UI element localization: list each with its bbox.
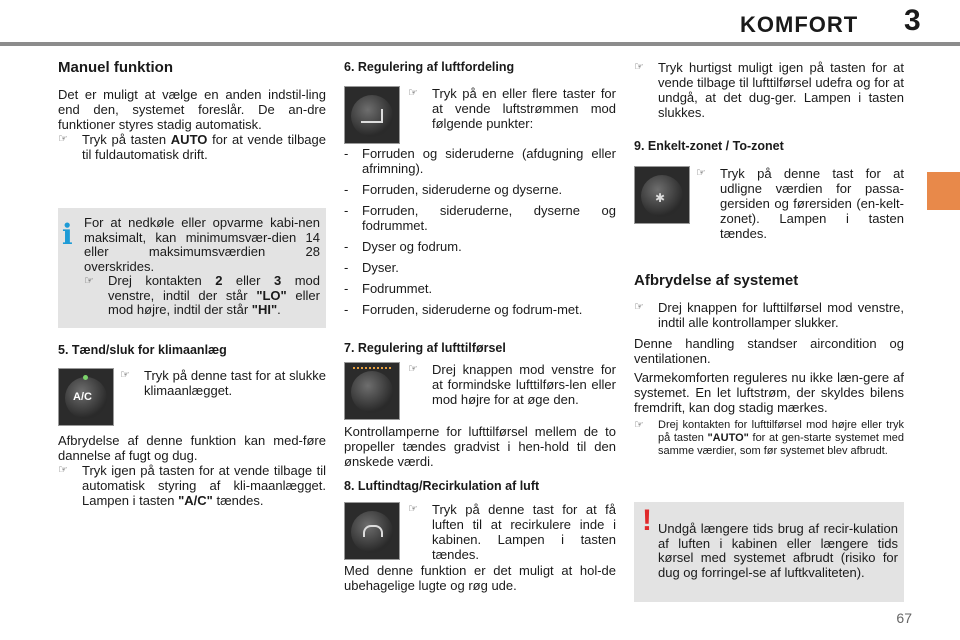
info-icon: i [62,218,73,251]
list-item: - Dyser og fodrum. [344,239,462,254]
flow-lamps-icon [353,367,391,375]
section-title-manual: Manuel funktion [58,59,173,76]
warning-box [634,502,904,602]
recirculation-bullet: ☞ Tryk hurtigst muligt igen på tasten for at vende tilbage til lufttilførsel udefra og for at undgå, at det dug-ger. Lampen i tasten slukkes. [634,60,904,120]
section-9 [634,139,904,154]
ac-lamp-icon [83,375,88,380]
manual-intro: Det er muligt at vælge en anden indstil-ling end den, systemet foreslår. De an-dre funktioner styres stadig automatisk. [58,87,326,132]
section-5-title: 5. Tænd/sluk for klimaanlæg [58,343,227,357]
page-number: 67 [896,610,912,626]
system-off-bullet: ☞ Drej knappen for lufttilførsel mod venstre, indtil alle kontrollamper slukker. [634,300,904,330]
list-item: - Fodrummet. [344,281,433,296]
section-8-bullet-wrap [408,502,616,562]
column-2 [344,60,616,75]
section-9-bullet: ☞ Tryk på denne tast for at udligne værdien for passa-gersiden og førersiden (en-kelt-zonet). Lampen i tasten tændes. [696,166,904,241]
system-off-title: Afbrydelse af systemet [634,272,799,289]
section-7 [344,341,616,356]
section-5-bullet: ☞ Tryk på denne tast for at slukke klimaanlægget. [120,368,326,398]
section-7-bullet-wrap [408,362,616,407]
pointer-icon: ☞ [634,61,644,73]
section-9-bullet-wrap [696,166,904,241]
recirculation-button-image [344,502,400,560]
system-off-text-2: Varmekomforten reguleres nu ikke læn-gere af systemet. En let luftstrøm, der skyldes bilens fremdrift, kan dog stadig mærkes. [634,370,904,415]
manual-bullet: ☞ Tryk på tasten AUTO for at vende tilbage til fuldautomatisk drift. [58,132,326,162]
ac-label: A/C [73,391,92,403]
section-8-title: 8. Luftindtag/Recirkulation af luft [344,479,540,493]
ac-button-image [58,368,114,426]
list-item: - Forruden, sideruderne og fodrum-met. [344,302,583,317]
section-8-body [344,563,616,593]
pointer-icon: ☞ [634,419,644,431]
pointer-icon: ☞ [84,275,94,287]
column-1 [58,60,326,162]
chapter-side-tab [927,172,960,210]
section-5-text: Afbrydelse af denne funktion kan med-føre dannelse af fugt og dug. [58,433,326,463]
page-header [0,0,960,50]
chapter-title: KOMFORT [740,12,859,37]
pointer-icon: ☞ [58,133,68,145]
recirculation-icon [363,525,383,537]
pointer-icon: ☞ [634,301,644,313]
air-distribution-button-image [344,86,400,144]
section-7-text: Kontrollamperne for lufttilførsel mellem de to propeller tændes gradvist i hen-hold til den ønskede værdi. [344,424,616,469]
section-7-body [344,424,616,469]
info-text: For at nedkøle eller opvarme kabi-nen maksimalt, kan minimumsvær-dien 14 eller maksimumsværdien 28 overskrides. [84,215,320,274]
pointer-icon: ☞ [696,167,706,179]
pointer-icon: ☞ [120,369,130,381]
section-5 [58,343,326,358]
list-item: - Forruden og sideruderne (afdugning eller afrimning). [344,146,616,176]
section-6-bullet: ☞ Tryk på en eller flere taster for at vende luftstrømmen mod følgende punkter: [408,86,616,131]
section-6-title: 6. Regulering af luftfordeling [344,60,515,74]
section-7-title: 7. Regulering af lufttilførsel [344,341,506,355]
section-6-list [344,146,616,317]
list-item: - Forruden, sideruderne og dyserne. [344,182,563,197]
section-6-bullet-wrap [408,86,616,131]
section-5-bullet-wrap [120,368,326,398]
section-5-body [58,433,326,508]
list-item: - Dyser. [344,260,399,275]
system-off-section [634,273,904,458]
fan-icon: ✱ [655,191,666,205]
system-restart-bullet: ☞ Drej kontakten for lufttilførsel mod højre eller tryk på tasten "AUTO" for at gen-starte systemet med samme værdier, som før systemet blev afbrudt. [634,419,904,457]
pointer-icon: ☞ [408,503,418,515]
airflow-icon [361,109,383,123]
header-divider [0,42,960,46]
section-8 [344,479,616,494]
info-box [58,208,326,328]
mono-zone-button-image [634,166,690,224]
pointer-icon: ☞ [408,363,418,375]
chapter-number: 3 [904,4,921,37]
pointer-icon: ☞ [408,87,418,99]
column-3 [634,60,904,120]
warning-icon: ! [642,504,652,537]
air-flow-knob-image [344,362,400,420]
section-8-text: Med denne funktion er det muligt at hol-de ubehagelige lugte og røg ude. [344,563,616,593]
pointer-icon: ☞ [58,464,68,476]
section-5-bullet-2: ☞ Tryk igen på tasten for at vende tilbage til automatisk styring af kli-maanlægget. Lampen i tasten "A/C" tændes. [58,463,326,508]
info-bullet: ☞ Drej kontakten 2 eller 3 mod venstre, indtil der står "LO" eller mod højre, indtil der står "HI". [84,273,320,317]
section-9-title: 9. Enkelt-zonet / To-zonet [634,139,784,153]
list-item: - Forruden, sideruderne, dyserne og fodrummet. [344,203,616,233]
section-8-bullet: ☞ Tryk på denne tast for at få luften til at recirkulere inde i kabinen. Lampen i tasten tændes. [408,502,616,562]
warning-text: Undgå længere tids brug af recir-kulation af luften i kabinen eller længere tids kørsel med systemet afbrudt (risiko for dug og forringel-se af luftkvaliteten). [658,521,898,580]
section-7-bullet: ☞ Drej knappen mod venstre for at formindske lufttilførs-len eller mod højre for at øge den. [408,362,616,407]
system-off-text-1: Denne handling standser aircondition og ventilationen. [634,336,904,366]
